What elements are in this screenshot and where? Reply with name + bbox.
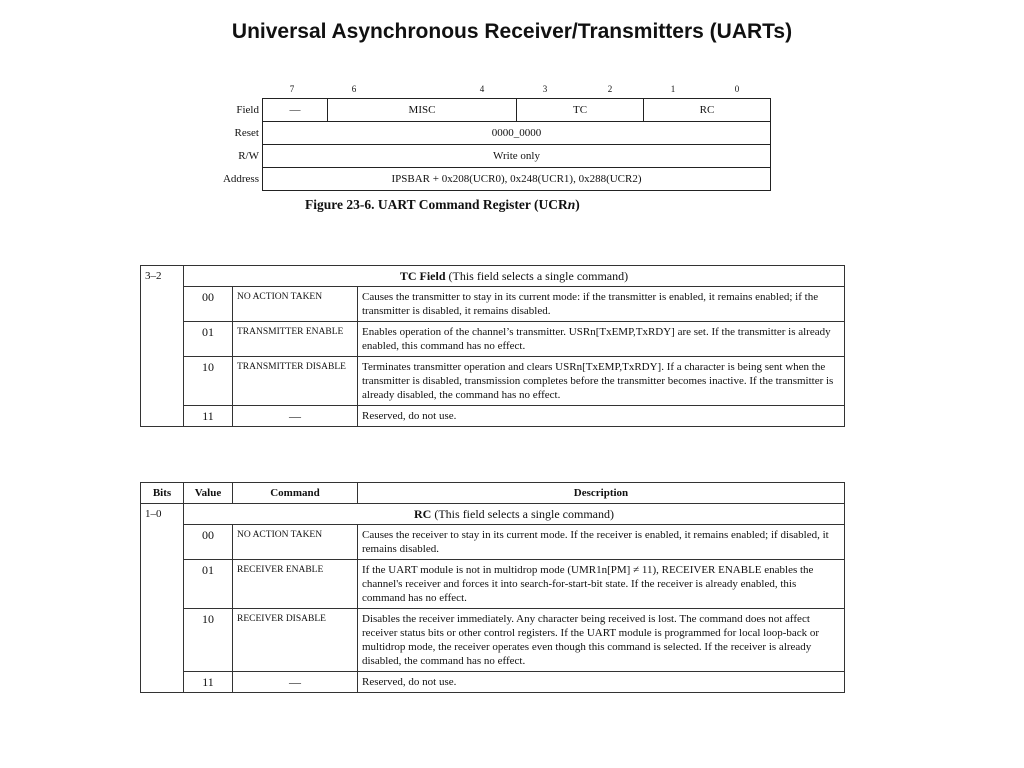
register-row-address [205,168,771,191]
tc-field-header-row [141,266,845,287]
row-command: — [233,406,358,427]
row-description: Causes the transmitter to stay in its current mode: if the transmitter is enabled, it remains enabled; if the transmitter is disabled, it remains disabled. [358,287,845,322]
tc-field-title: TC Field (This field selects a single command) [184,266,845,287]
header-bits: Bits [141,483,184,504]
row-value: 11 [184,406,233,427]
row-value: 00 [184,525,233,560]
row-command: RECEIVER DISABLE [233,609,358,672]
row-value: 01 [184,322,233,357]
register-diagram [205,98,771,191]
table-row [141,357,845,406]
tc-bits: 3–2 [141,266,184,427]
slide-title: Universal Asynchronous Receiver/Transmitters (UARTs) [231,20,793,43]
table-row [141,525,845,560]
field-cell-rc: RC [644,99,771,122]
header-value: Value [184,483,233,504]
row-value: 11 [184,672,233,693]
table-row [141,609,845,672]
header-command: Command [233,483,358,504]
row-command: NO ACTION TAKEN [233,525,358,560]
register-row-reset [205,122,771,145]
bit-number: 3 [542,84,548,94]
row-description: Enables operation of the channel’s transmitter. USRn[TxEMP,TxRDY] are set. If the transmitter is already enabled, this command has no effect. [358,322,845,357]
table-row [141,672,845,693]
rc-field-title: RC (This field selects a single command) [184,504,845,525]
rc-field-table [140,482,845,693]
register-row-field [205,99,771,122]
row-value: 01 [184,560,233,609]
row-command: RECEIVER ENABLE [233,560,358,609]
row-label: R/W [238,150,259,162]
row-description: Causes the receiver to stay in its current mode. If the receiver is enabled, it remains enabled; if disabled, it remains disabled. [358,525,845,560]
rc-bits: 1–0 [141,504,184,693]
row-description: Reserved, do not use. [358,672,845,693]
row-label: Field [236,104,259,116]
bit-number: 1 [670,84,676,94]
field-cell-misc: MISC [328,99,517,122]
bit-number: 7 [289,84,295,94]
row-description: Reserved, do not use. [358,406,845,427]
field-cell-tc: TC [517,99,644,122]
row-value: 10 [184,609,233,672]
row-label: Reset [234,127,259,139]
header-description: Description [358,483,845,504]
row-command: NO ACTION TAKEN [233,287,358,322]
reset-value: 0000_0000 [263,122,771,145]
bit-number: 0 [734,84,740,94]
row-description: If the UART module is not in multidrop mode (UMR1n[PM] ≠ 11), RECEIVER ENABLE enables the channel's receiver and forces it into search-for-start-bit state. If the receiver is already enabled, this command has no effect. [358,560,845,609]
row-command: — [233,672,358,693]
bit-number: 4 [479,84,485,94]
table-row [141,287,845,322]
row-value: 10 [184,357,233,406]
row-command: TRANSMITTER ENABLE [233,322,358,357]
rw-value: Write only [263,145,771,168]
register-bit-numbers [260,84,770,96]
table-row [141,406,845,427]
bit-number: 2 [607,84,613,94]
bit-number: 6 [351,84,357,94]
address-value: IPSBAR + 0x208(UCR0), 0x248(UCR1), 0x288(UCR2) [263,168,771,191]
rc-field-header-row [141,504,845,525]
register-row-rw [205,145,771,168]
figure-caption: Figure 23-6. UART Command Register (UCRn) [305,197,580,212]
row-description: Disables the receiver immediately. Any character being received is lost. The command does not affect receiver status bits or other control registers. If the UART module is programmed for local loop-back or multidrop mode, the receiver operates even though this command is selected. If the receiver is already disabled, the command has no effect. [358,609,845,672]
row-label: Address [222,173,259,185]
tc-field-table [140,265,845,427]
row-description: Terminates transmitter operation and clears USRn[TxEMP,TxRDY]. If a character is being sent when the transmitter is disabled, transmission completes before the transmitter becomes inactive. If the transmitter is already disabled, the command has no effect. [358,357,845,406]
table-row [141,560,845,609]
rc-header-row [141,483,845,504]
table-row [141,322,845,357]
row-command: TRANSMITTER DISABLE [233,357,358,406]
row-value: 00 [184,287,233,322]
field-cell-reserved: — [263,99,328,122]
